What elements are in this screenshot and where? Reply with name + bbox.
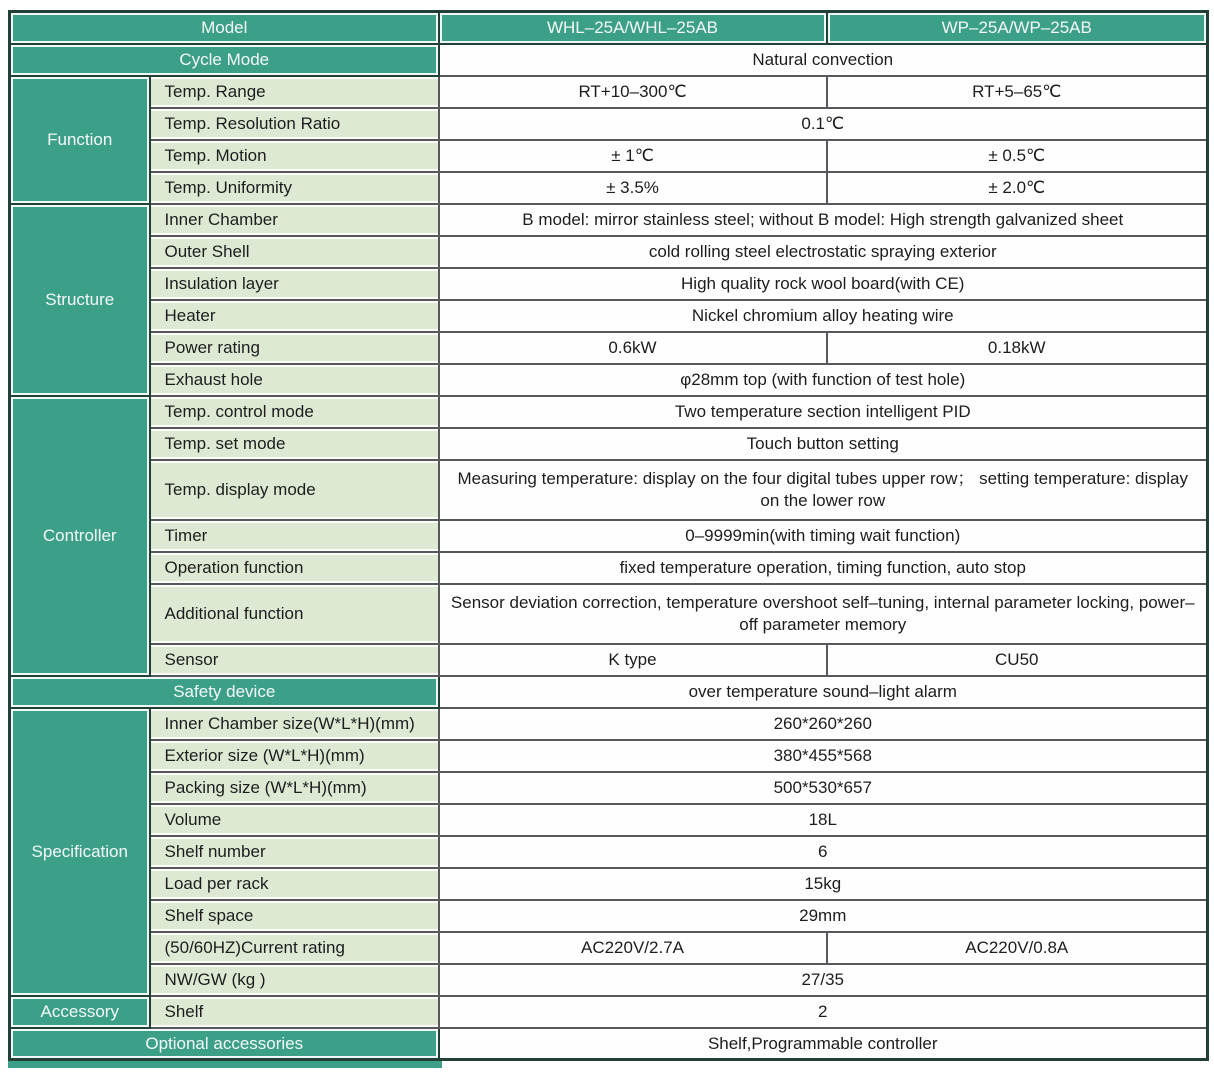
current-rating-row — [10, 932, 1208, 964]
volume-value: 18L — [439, 804, 1208, 836]
current-rating-a: AC220V/2.7A — [439, 932, 827, 964]
sensor-a: K type — [439, 644, 827, 676]
current-rating-label: (50/60HZ)Current rating — [150, 932, 439, 964]
shelf-space-row — [10, 900, 1208, 932]
load-per-rack-row — [10, 868, 1208, 900]
inner-chamber-size-label: Inner Chamber size(W*L*H)(mm) — [150, 708, 439, 740]
additional-function-value: Sensor deviation correction, temperature overshoot self–tuning, internal parameter locking, power–off parameter memory — [439, 584, 1208, 644]
temp-resolution-row — [10, 108, 1208, 140]
nw-gw-row — [10, 964, 1208, 996]
heater-label: Heater — [150, 300, 439, 332]
sensor-row — [10, 644, 1208, 676]
temp-range-a: RT+10–300℃ — [439, 76, 827, 108]
heater-row — [10, 300, 1208, 332]
shelf-number-value: 6 — [439, 836, 1208, 868]
temp-uniformity-row — [10, 172, 1208, 204]
volume-row — [10, 804, 1208, 836]
exterior-size-label: Exterior size (W*L*H)(mm) — [150, 740, 439, 772]
timer-value: 0–9999min(with timing wait function) — [439, 520, 1208, 552]
current-rating-b: AC220V/0.8A — [827, 932, 1208, 964]
cycle-mode-row — [10, 44, 1208, 76]
temp-motion-a: ± 1℃ — [439, 140, 827, 172]
heater-value: Nickel chromium alloy heating wire — [439, 300, 1208, 332]
temp-range-label: Temp. Range — [150, 76, 439, 108]
accessory-shelf-row — [10, 996, 1208, 1028]
temp-control-mode-row — [10, 396, 1208, 428]
load-per-rack-label: Load per rack — [150, 868, 439, 900]
spec-table — [8, 10, 1209, 1061]
load-per-rack-value: 15kg — [439, 868, 1208, 900]
temp-uniformity-a: ± 3.5% — [439, 172, 827, 204]
shelf-space-value: 29mm — [439, 900, 1208, 932]
exhaust-hole-value: φ28mm top (with function of test hole) — [439, 364, 1208, 396]
timer-label: Timer — [150, 520, 439, 552]
temp-display-mode-value: Measuring temperature: display on the four digital tubes upper row； setting temperature: display on the lower row — [439, 460, 1208, 520]
exhaust-hole-row — [10, 364, 1208, 396]
optional-accessories-label: Optional accessories — [10, 1028, 439, 1060]
accessory-shelf-label: Shelf — [150, 996, 439, 1028]
exterior-size-row — [10, 740, 1208, 772]
temp-display-mode-row — [10, 460, 1208, 520]
temp-motion-row — [10, 140, 1208, 172]
shelf-space-label: Shelf space — [150, 900, 439, 932]
temp-uniformity-b: ± 2.0℃ — [827, 172, 1208, 204]
temp-motion-b: ± 0.5℃ — [827, 140, 1208, 172]
temp-set-mode-value: Touch button setting — [439, 428, 1208, 460]
packing-size-row — [10, 772, 1208, 804]
inner-chamber-size-row — [10, 708, 1208, 740]
temp-resolution-value: 0.1℃ — [439, 108, 1208, 140]
insulation-layer-value: High quality rock wool board(with CE) — [439, 268, 1208, 300]
optional-accessories-row — [10, 1028, 1208, 1060]
cycle-mode-label: Cycle Mode — [10, 44, 439, 76]
additional-function-row — [10, 584, 1208, 644]
safety-device-row — [10, 676, 1208, 708]
temp-display-mode-label: Temp. display mode — [150, 460, 439, 520]
temp-range-row — [10, 76, 1208, 108]
nw-gw-value: 27/35 — [439, 964, 1208, 996]
temp-set-mode-label: Temp. set mode — [150, 428, 439, 460]
safety-device-value: over temperature sound–light alarm — [439, 676, 1208, 708]
table-frame-accent — [8, 1061, 442, 1068]
shelf-number-row — [10, 836, 1208, 868]
sensor-b: CU50 — [827, 644, 1208, 676]
temp-control-mode-value: Two temperature section intelligent PID — [439, 396, 1208, 428]
power-rating-row — [10, 332, 1208, 364]
specification-group-label: Specification — [10, 708, 150, 996]
outer-shell-label: Outer Shell — [150, 236, 439, 268]
additional-function-label: Additional function — [150, 584, 439, 644]
timer-row — [10, 520, 1208, 552]
structure-group-label: Structure — [10, 204, 150, 396]
insulation-layer-label: Insulation layer — [150, 268, 439, 300]
optional-accessories-value: Shelf,Programmable controller — [439, 1028, 1208, 1060]
outer-shell-row — [10, 236, 1208, 268]
header-row — [10, 12, 1208, 44]
operation-function-value: fixed temperature operation, timing function, auto stop — [439, 552, 1208, 584]
inner-chamber-value: B model: mirror stainless steel; without B model: High strength galvanized sheet — [439, 204, 1208, 236]
temp-set-mode-row — [10, 428, 1208, 460]
exterior-size-value: 380*455*568 — [439, 740, 1208, 772]
temp-motion-label: Temp. Motion — [150, 140, 439, 172]
packing-size-label: Packing size (W*L*H)(mm) — [150, 772, 439, 804]
inner-chamber-label: Inner Chamber — [150, 204, 439, 236]
outer-shell-value: cold rolling steel electrostatic spraying exterior — [439, 236, 1208, 268]
accessory-shelf-value: 2 — [439, 996, 1208, 1028]
temp-control-mode-label: Temp. control mode — [150, 396, 439, 428]
power-rating-b: 0.18kW — [827, 332, 1208, 364]
safety-device-label: Safety device — [10, 676, 439, 708]
accessory-group-label: Accessory — [10, 996, 150, 1028]
power-rating-label: Power rating — [150, 332, 439, 364]
model-header-cell: Model — [10, 12, 439, 44]
cycle-mode-value: Natural convection — [439, 44, 1208, 76]
controller-group-label: Controller — [10, 396, 150, 676]
shelf-number-label: Shelf number — [150, 836, 439, 868]
exhaust-hole-label: Exhaust hole — [150, 364, 439, 396]
inner-chamber-size-value: 260*260*260 — [439, 708, 1208, 740]
insulation-layer-row — [10, 268, 1208, 300]
sensor-label: Sensor — [150, 644, 439, 676]
temp-uniformity-label: Temp. Uniformity — [150, 172, 439, 204]
function-group-label: Function — [10, 76, 150, 204]
inner-chamber-row — [10, 204, 1208, 236]
packing-size-value: 500*530*657 — [439, 772, 1208, 804]
temp-range-b: RT+5–65℃ — [827, 76, 1208, 108]
volume-label: Volume — [150, 804, 439, 836]
model-b-header-cell: WP–25A/WP–25AB — [827, 12, 1208, 44]
temp-resolution-label: Temp. Resolution Ratio — [150, 108, 439, 140]
nw-gw-label: NW/GW (kg ) — [150, 964, 439, 996]
operation-function-row — [10, 552, 1208, 584]
operation-function-label: Operation function — [150, 552, 439, 584]
power-rating-a: 0.6kW — [439, 332, 827, 364]
model-a-header-cell: WHL–25A/WHL–25AB — [439, 12, 827, 44]
